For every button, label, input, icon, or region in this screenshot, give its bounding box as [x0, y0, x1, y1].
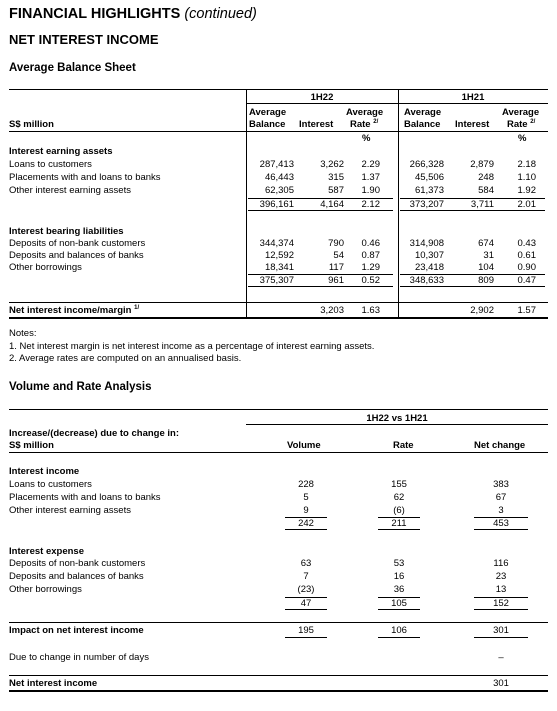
vra-impact-rule-rate	[378, 637, 420, 638]
vra-g2-bottom-net	[474, 609, 528, 610]
abs-g2-total-bottom-1h22	[248, 286, 393, 287]
abs-divider-mid	[398, 89, 399, 318]
abs-header-rule	[9, 131, 548, 132]
abs-row-cell: 10,307	[414, 250, 444, 261]
vra-impact-volume: 195	[298, 625, 314, 636]
vra-row-cell: 9	[303, 505, 309, 516]
abs-period-1h21: 1H21	[461, 92, 485, 103]
abs-group-earning-assets: Interest earning assets	[9, 146, 113, 157]
abs-total-cell: 3,711	[470, 199, 494, 210]
abs-row-cell: 61,373	[414, 185, 444, 196]
abs-g1-total-bottom-1h22	[248, 210, 393, 211]
abs-col-avg-1: Average	[249, 107, 287, 118]
vra-row-label: Placements with and loans to banks	[9, 492, 161, 503]
vra-row-cell: 63	[300, 558, 312, 569]
vra-col-rate: Rate	[393, 440, 414, 451]
abs-nim-top-rule	[9, 302, 548, 303]
abs-total-cell: 375,307	[259, 275, 294, 286]
vra-days-label: Due to change in number of days	[9, 652, 149, 663]
abs-g1-total-bottom-1h21	[400, 210, 545, 211]
note-2: 2. Average rates are computed on an annualised basis.	[9, 353, 242, 364]
vra-total-cell: 47	[300, 598, 312, 609]
abs-row-cell: 248	[478, 172, 494, 183]
abs-total-cell: 0.52	[361, 275, 380, 286]
vra-row-cell: 13	[495, 584, 507, 595]
abs-row-cell: 62,305	[264, 185, 294, 196]
abs-row-cell: 2,879	[470, 159, 494, 170]
vra-g1-bottom-volume	[285, 529, 327, 530]
vra-g2-bottom-rate	[378, 609, 420, 610]
abs-total-cell: 0.47	[517, 275, 536, 286]
abs-col-interest-1: Interest	[299, 119, 334, 130]
abs-title: Average Balance Sheet	[9, 62, 136, 74]
abs-row-label: Deposits of non-bank customers	[9, 238, 146, 249]
abs-row-label: Loans to customers	[9, 159, 92, 170]
abs-row-cell: 2.29	[361, 159, 380, 170]
vra-period: 1H22 vs 1H21	[366, 413, 428, 424]
abs-row-cell: 314,908	[409, 238, 444, 249]
vra-row-label: Deposits of non-bank customers	[9, 558, 146, 569]
vra-row-cell: 62	[393, 492, 405, 503]
page-title-continued: (continued)	[184, 6, 257, 22]
vra-row-cell: 36	[393, 584, 405, 595]
abs-row-cell: 790	[328, 238, 344, 249]
abs-period-rule	[246, 103, 548, 104]
abs-nim-interest-1h22: 3,203	[320, 305, 344, 316]
notes-heading: Notes:	[9, 328, 37, 339]
abs-total-cell: 396,161	[259, 199, 294, 210]
vra-period-rule	[246, 424, 548, 425]
abs-top-rule	[9, 89, 548, 90]
vra-total-cell: 105	[391, 598, 407, 609]
vra-row-cell: 3	[498, 505, 504, 516]
abs-row-cell: 1.37	[361, 172, 380, 183]
vra-impact-rule-volume	[285, 637, 327, 638]
abs-row-cell: 584	[478, 185, 494, 196]
abs-total-cell: 373,207	[409, 199, 444, 210]
vra-row-cell: 116	[493, 558, 509, 569]
abs-row-cell: 344,374	[259, 238, 294, 249]
abs-row-cell: 1.10	[517, 172, 536, 183]
abs-row-label: Other borrowings	[9, 262, 82, 273]
abs-total-cell: 2.01	[517, 199, 536, 210]
abs-row-cell: 266,328	[409, 159, 444, 170]
abs-col-avg-2: Average	[404, 107, 442, 118]
vra-impact-rule-net	[474, 637, 528, 638]
vra-top-rule	[9, 409, 548, 410]
abs-col-interest-2: Interest	[455, 119, 490, 130]
abs-g2-total-bottom-1h21	[400, 286, 545, 287]
vra-row-cell: 228	[298, 479, 314, 490]
section-title: NET INTEREST INCOME	[9, 32, 159, 47]
vra-total-cell: 152	[493, 598, 509, 609]
abs-row-cell: 117	[328, 262, 344, 273]
vra-header-line1: Increase/(decrease) due to change in:	[9, 428, 180, 439]
vra-days-value: –	[498, 652, 504, 663]
abs-nim-interest-1h21: 2,902	[470, 305, 494, 316]
abs-col-balance-1: Balance	[249, 119, 286, 130]
abs-row-cell: 12,592	[264, 250, 294, 261]
abs-col-balance-2: Balance	[404, 119, 441, 130]
abs-row-cell: 23,418	[414, 262, 444, 273]
vra-g2-bottom-volume	[285, 609, 327, 610]
abs-row-cell: 45,506	[414, 172, 444, 183]
vra-g1-bottom-net	[474, 529, 528, 530]
vra-row-cell: 7	[303, 571, 309, 582]
abs-row-cell: 1.90	[361, 185, 380, 196]
vra-row-cell: 23	[495, 571, 507, 582]
abs-total-cell: 809	[478, 275, 494, 286]
abs-row-cell: 0.61	[517, 250, 536, 261]
vra-group-income: Interest income	[9, 466, 80, 477]
vra-impact-net: 301	[493, 625, 509, 636]
abs-row-cell: 1.92	[517, 185, 536, 196]
vra-g1-bottom-rate	[378, 529, 420, 530]
vra-col-volume: Volume	[287, 440, 321, 451]
vra-total-cell: 211	[391, 518, 407, 529]
abs-row-cell: 0.90	[517, 262, 536, 273]
abs-row-label: Other interest earning assets	[9, 185, 131, 196]
vra-nii-value: 301	[493, 678, 509, 689]
vra-row-cell: 16	[393, 571, 405, 582]
abs-row-label: Deposits and balances of banks	[9, 250, 144, 261]
vra-row-cell: 67	[495, 492, 507, 503]
vra-row-label: Other interest earning assets	[9, 505, 131, 516]
abs-total-cell: 2.12	[361, 199, 380, 210]
abs-col-pct-2: %	[518, 133, 527, 144]
vra-row-cell: 53	[393, 558, 405, 569]
vra-header-line2: S$ million	[9, 440, 54, 451]
abs-col-avg-rate-1: Average	[346, 107, 384, 118]
vra-row-cell: (23)	[297, 584, 315, 595]
abs-group-bearing-liabilities: Interest bearing liabilities	[9, 226, 124, 237]
abs-nim-rate-1h21: 1.57	[517, 305, 536, 316]
vra-row-label: Deposits and balances of banks	[9, 571, 144, 582]
page-title-main: FINANCIAL HIGHLIGHTS	[9, 6, 185, 22]
abs-col-pct-1: %	[362, 133, 371, 144]
vra-impact-label: Impact on net interest income	[9, 625, 144, 636]
abs-total-cell: 4,164	[320, 199, 344, 210]
vra-nii-label: Net interest income	[9, 678, 98, 689]
abs-row-cell: 0.43	[517, 238, 536, 249]
abs-row-cell: 315	[328, 172, 344, 183]
abs-row-cell: 0.87	[361, 250, 380, 261]
abs-row-cell: 46,443	[264, 172, 294, 183]
abs-nim-rate-1h22: 1.63	[361, 305, 380, 316]
vra-row-cell: 5	[303, 492, 309, 503]
vra-row-cell: 383	[493, 479, 509, 490]
vra-group-expense: Interest expense	[9, 546, 84, 557]
vra-row-label: Other borrowings	[9, 584, 82, 595]
vra-total-cell: 453	[493, 518, 509, 529]
vra-row-label: Loans to customers	[9, 479, 92, 490]
vra-impact-top-rule	[9, 622, 548, 623]
abs-row-cell: 31	[483, 250, 494, 261]
note-1: 1. Net interest margin is net interest income as a percentage of interest earning assets.	[9, 341, 375, 352]
vra-col-net: Net change	[474, 440, 526, 451]
abs-row-label: Placements with and loans to banks	[9, 172, 161, 183]
abs-row-cell: 1.29	[361, 262, 380, 273]
abs-bottom-rule	[9, 317, 548, 319]
abs-row-cell: 587	[328, 185, 344, 196]
vra-row-cell: (6)	[393, 505, 405, 516]
abs-row-cell: 18,341	[264, 262, 294, 273]
abs-row-cell: 3,262	[320, 159, 344, 170]
abs-col-avg-rate-2: Average	[502, 107, 540, 118]
abs-row-cell: 0.46	[361, 238, 380, 249]
abs-row-cell: 287,413	[259, 159, 294, 170]
abs-col-rate-1: Rate $^{2/}$	[350, 119, 379, 130]
abs-row-cell: 104	[478, 262, 494, 273]
vra-nii-top-rule	[9, 675, 548, 676]
abs-total-cell: 961	[328, 275, 344, 286]
abs-period-1h22: 1H22	[310, 92, 334, 103]
vra-title: Volume and Rate Analysis	[9, 381, 152, 393]
vra-total-cell: 242	[298, 518, 314, 529]
vra-header-rule	[9, 452, 548, 453]
abs-nim-label: Net interest income/margin $^{1/}$	[9, 305, 140, 316]
abs-total-cell: 348,633	[409, 275, 444, 286]
abs-unit: S$ million	[9, 119, 54, 130]
vra-row-cell: 155	[391, 479, 407, 490]
abs-row-cell: 674	[478, 238, 494, 249]
abs-row-cell: 2.18	[517, 159, 536, 170]
vra-impact-rate: 106	[391, 625, 407, 636]
vra-bottom-rule	[9, 690, 548, 692]
abs-row-cell: 54	[333, 250, 344, 261]
page-title	[9, 6, 257, 22]
abs-col-rate-2: Rate $^{2/}$	[507, 119, 536, 130]
